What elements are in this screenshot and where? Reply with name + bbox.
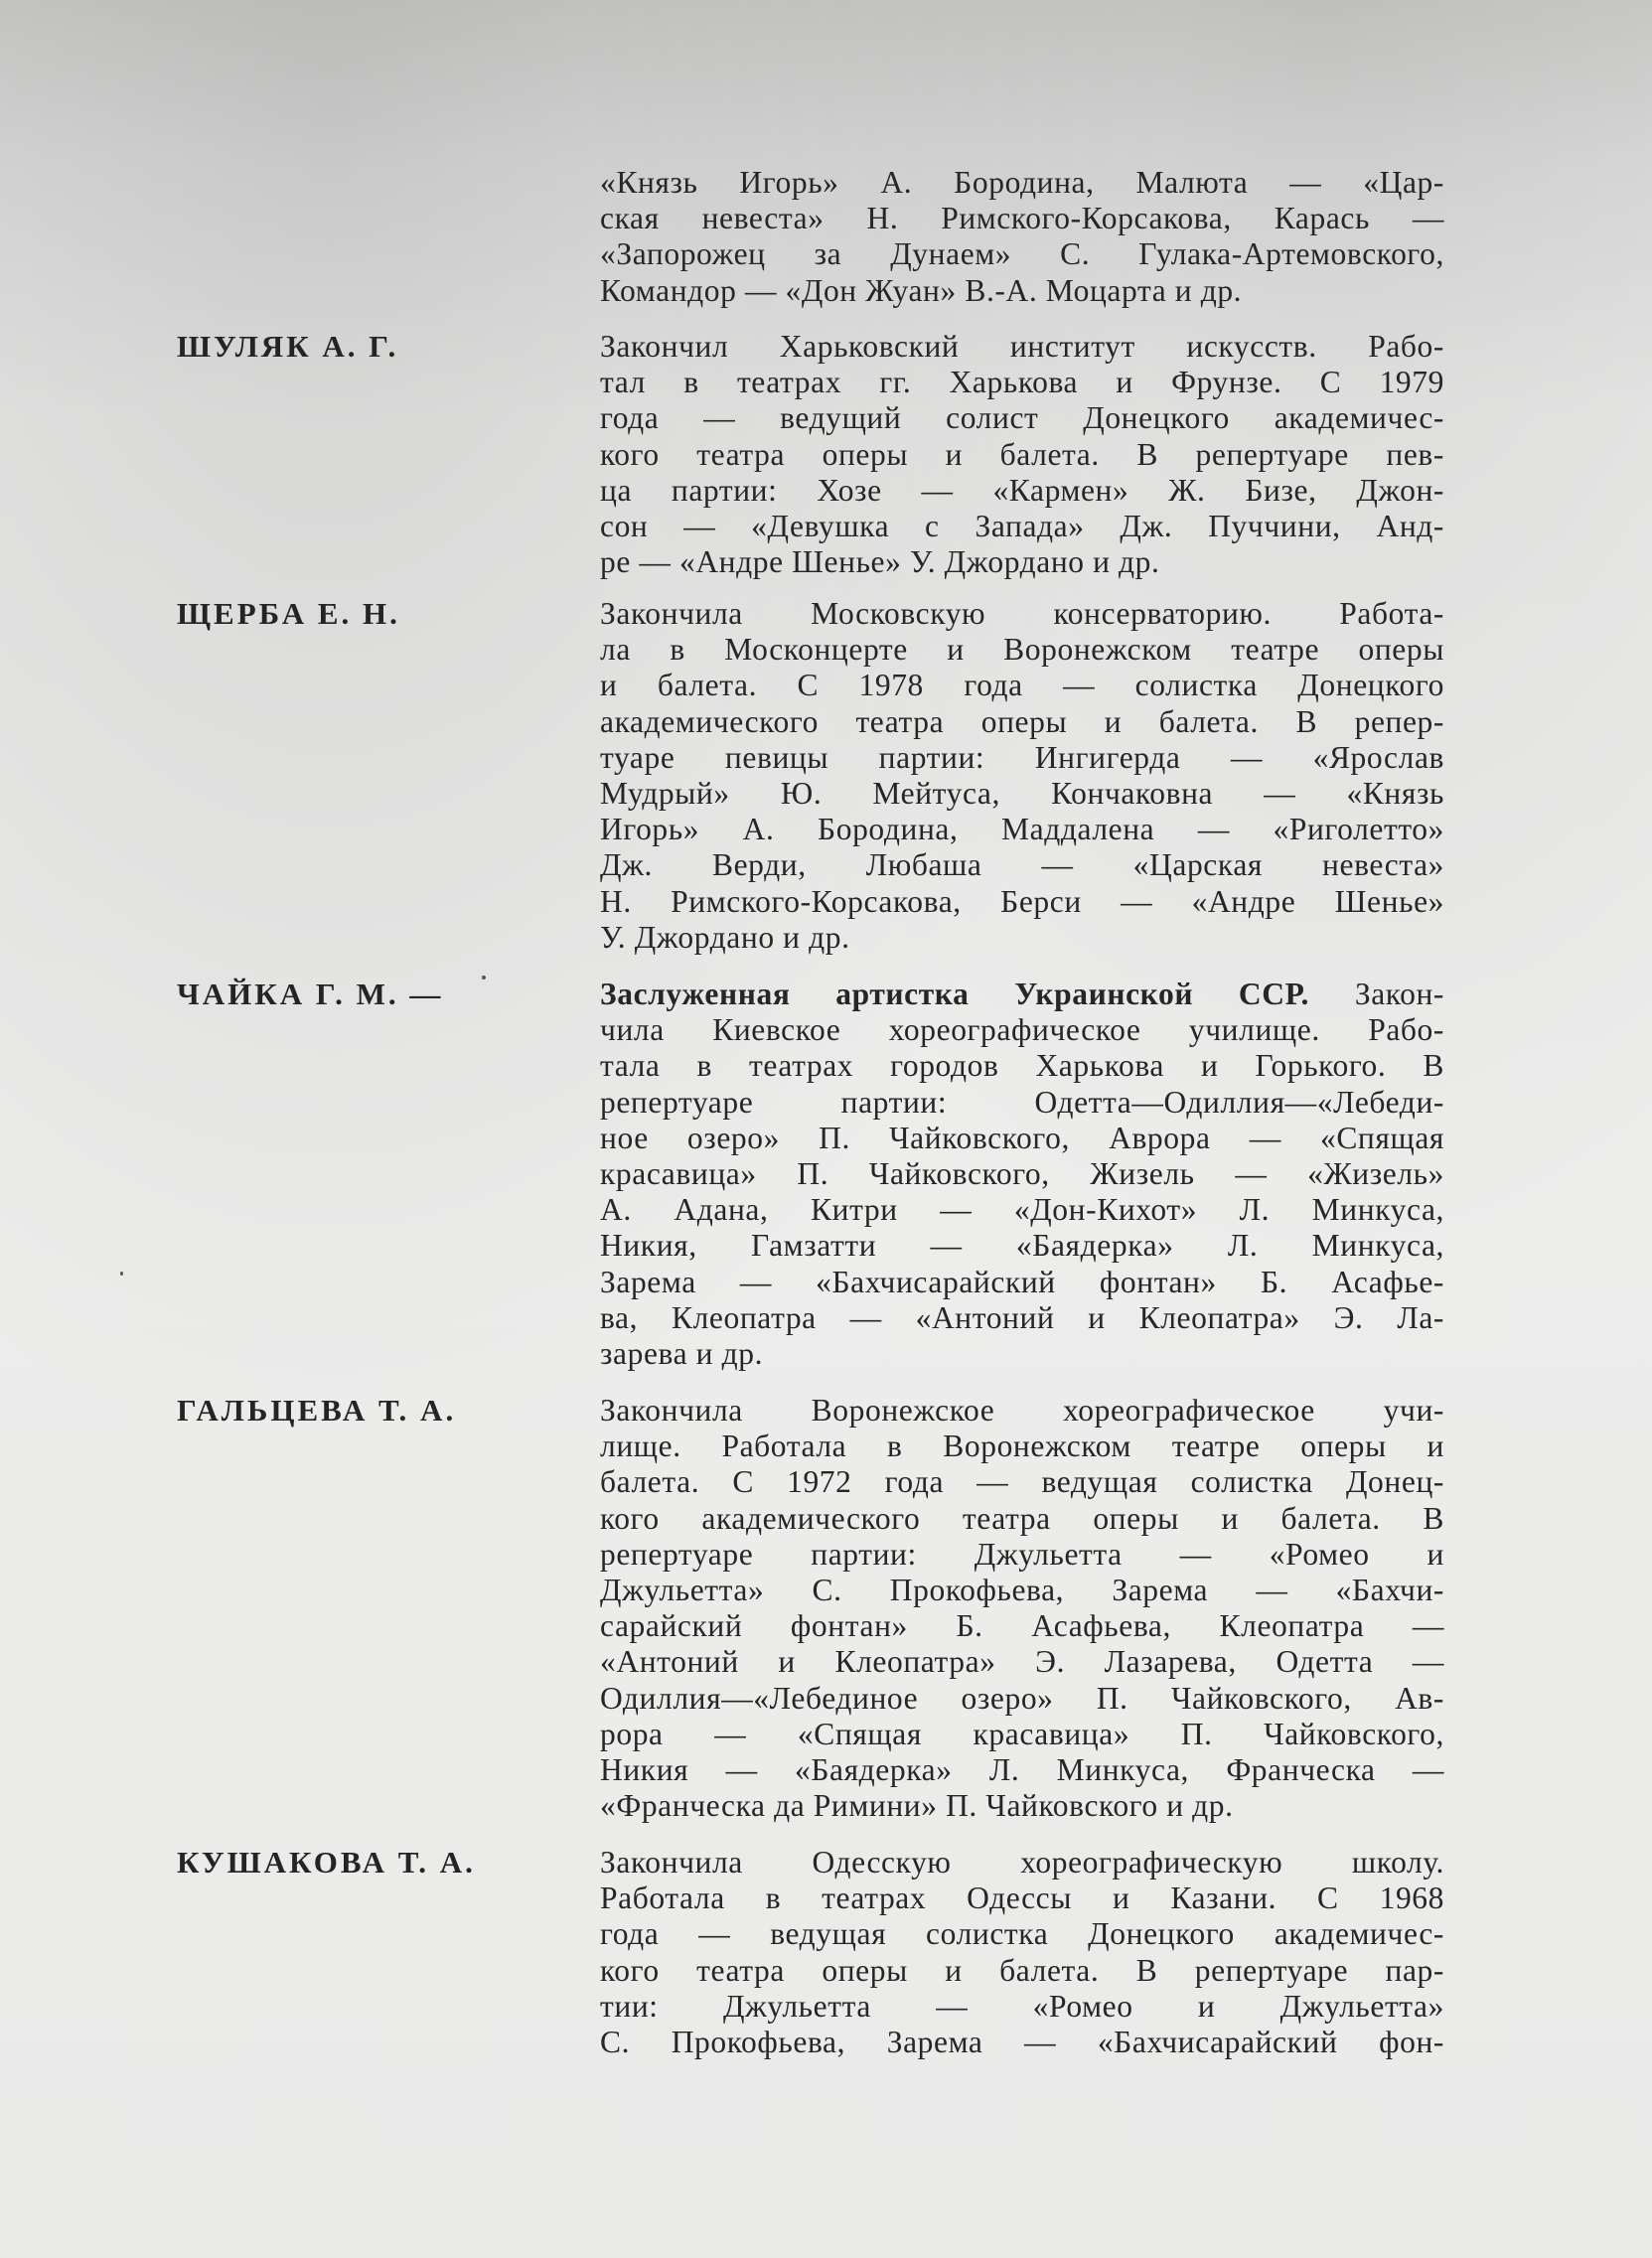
text-line: Работала в театрах Одессы и Казани. С 1968 (600, 1881, 1444, 1916)
text-line: Дж. Верди, Любаша — «Царская невеста» (600, 847, 1444, 883)
text-line: кого театра оперы и балета. В репертуаре пев- (600, 436, 1444, 472)
text-line: тала в театрах городов Харькова и Горького. В (600, 1048, 1444, 1084)
text-line: С. Прокофьева, Зарема — «Бахчисарайский фон- (600, 2025, 1444, 2060)
artist-name: КУШАКОВА Т. А. (177, 1845, 476, 1880)
text-line: У. Джордано и др. (600, 919, 850, 955)
artist-name: ГАЛЬЦЕВА Т. А. (177, 1393, 457, 1428)
text-line: ре — «Андре Шенье» У. Джордано и др. (600, 544, 1160, 580)
text-line: Никия — «Баядерка» Л. Минкуса, Франческа — (600, 1752, 1444, 1788)
text-line: академического театра оперы и балета. В репер- (600, 703, 1444, 739)
text-line: Закончила Московскую консерваторию. Работа- (600, 596, 1444, 631)
bio-text (600, 977, 1444, 1372)
text-line: репертуаре партии: Джульетта — «Ромео и (600, 1536, 1444, 1572)
text-line: Закончил Харьковский институт искусств. Рабо- (600, 329, 1444, 364)
text-line: лище. Работала в Воронежском театре оперы и (600, 1429, 1444, 1464)
text-line: тии: Джульетта — «Ромео и Джульетта» (600, 1988, 1444, 2024)
text-line: балета. С 1972 года — ведущая солистка Донец- (600, 1464, 1444, 1500)
text-line: Закончила Одесскую хореографическую школу. (600, 1845, 1444, 1880)
text-line: красавица» П. Чайковского, Жизель — «Жизель» (600, 1156, 1444, 1192)
artist-name: ЩЕРБА Е. Н. (177, 596, 400, 631)
honorary-title: Заслуженная артистка Украинской ССР. (600, 977, 1310, 1011)
text-line: Командор — «Дон Жуан» В.-А. Моцарта и др. (600, 272, 1243, 308)
text-line: «Антоний и Клеопатра» Э. Лазарева, Одетта — (600, 1644, 1444, 1680)
text-line: «Франческа да Римини» П. Чайковского и др. (600, 1788, 1234, 1824)
text-line: тал в театрах гг. Харькова и Фрунзе. С 1979 (600, 365, 1444, 400)
artist-name: ЧАЙКА Г. М. — (177, 977, 444, 1011)
text-line: чила Киевское хореографическое училище. Рабо- (600, 1012, 1444, 1048)
text-line: сон — «Девушка с Запада» Дж. Пуччини, Анд- (600, 509, 1444, 544)
bio-text (600, 1393, 1444, 1824)
text-line: А. Адана, Китри — «Дон-Кихот» Л. Минкуса, (600, 1192, 1444, 1228)
text-line: Закончила Воронежское хореографическое учи- (600, 1393, 1444, 1428)
text-line-first (600, 977, 1444, 1012)
text-line: репертуаре партии: Одетта—Одиллия—«Лебеди- (600, 1084, 1444, 1120)
first-line-rest: Закон- (1354, 977, 1445, 1011)
text-line: Н. Римского-Корсакова, Берси — «Андре Шенье» (600, 883, 1444, 919)
print-speck (120, 1272, 123, 1276)
artist-name: ШУЛЯК А. Г. (177, 329, 399, 364)
bio-text (600, 596, 1444, 956)
text-line: туаре певицы партии: Ингигерда — «Ярослав (600, 739, 1444, 775)
text-line: сарайский фонтан» Б. Асафьева, Клеопатра — (600, 1608, 1444, 1644)
text-line: года — ведущий солист Донецкого академичес- (600, 400, 1444, 436)
text-line: года — ведущая солистка Донецкого академичес- (600, 1916, 1444, 1952)
text-line: «Запорожец за Дунаем» С. Гулака-Артемовского, (600, 236, 1444, 272)
text-line: ская невеста» Н. Римского-Корсакова, Карась — (600, 201, 1444, 236)
text-line: кого театра оперы и балета. В репертуаре пар- (600, 1952, 1444, 1988)
text-line: Зарема — «Бахчисарайский фонтан» Б. Асафье- (600, 1264, 1444, 1299)
bio-text (600, 329, 1444, 580)
text-line: и балета. С 1978 года — солистка Донецкого (600, 668, 1444, 703)
text-line: Игорь» А. Бородина, Маддалена — «Риголетто» (600, 812, 1444, 847)
text-line: Одиллия—«Лебединое озеро» П. Чайковского, Ав- (600, 1680, 1444, 1716)
text-line: Мудрый» Ю. Мейтуса, Кончаковна — «Князь (600, 776, 1444, 812)
text-line: Никия, Гамзатти — «Баядерка» Л. Минкуса, (600, 1228, 1444, 1264)
text-line: рора — «Спящая красавица» П. Чайковского, (600, 1716, 1444, 1751)
text-line: ное озеро» П. Чайковского, Аврора — «Спящая (600, 1120, 1444, 1155)
text-line: ла в Москонцерте и Воронежском театре оперы (600, 632, 1444, 668)
bio-text (600, 1845, 1444, 2060)
text-line: «Князь Игорь» А. Бородина, Малюта — «Цар- (600, 165, 1444, 200)
continuation-text (600, 165, 1444, 309)
text-line: Джульетта» С. Прокофьева, Зарема — «Бахчи- (600, 1573, 1444, 1608)
text-line: зарева и др. (600, 1336, 764, 1372)
text-line: ва, Клеопатра — «Антоний и Клеопатра» Э. Ла- (600, 1299, 1444, 1335)
text-line: ца партии: Хозе — «Кармен» Ж. Бизе, Джон- (600, 472, 1444, 508)
print-speck (482, 976, 486, 979)
text-line: кого академического театра оперы и балета. В (600, 1500, 1444, 1536)
